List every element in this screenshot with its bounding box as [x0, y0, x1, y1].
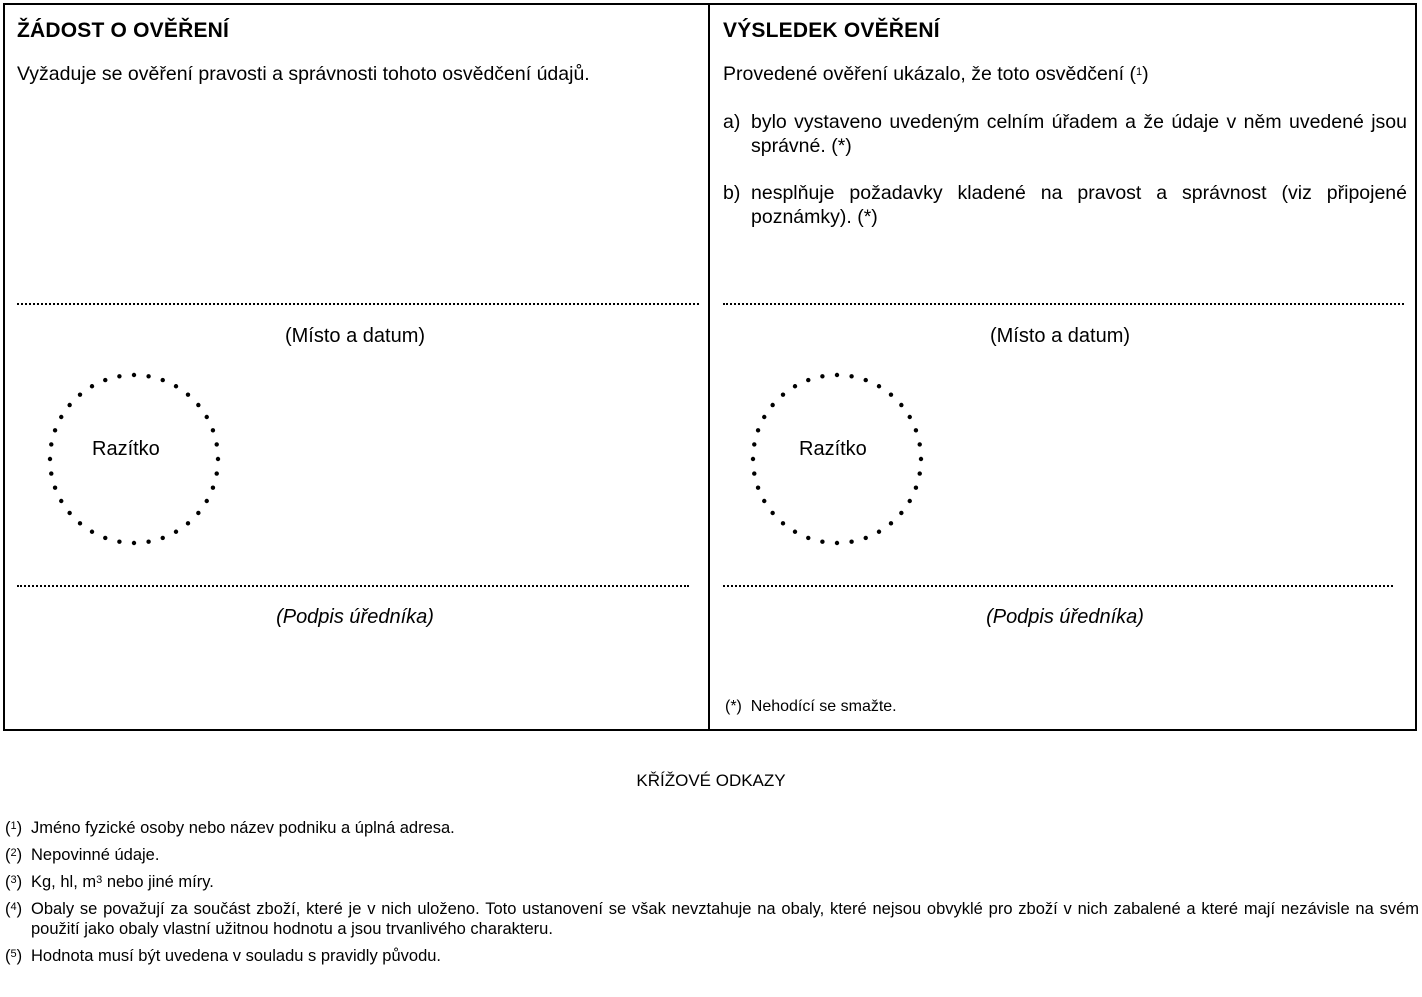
- stamp-dot: [908, 499, 912, 503]
- place-date-caption: (Místo a datum): [989, 325, 1131, 347]
- stamp-dot: [132, 373, 136, 377]
- stamp-dot: [90, 530, 94, 534]
- signature-line: [17, 585, 689, 587]
- stamp-dot: [835, 373, 839, 377]
- result-heading: VÝSLEDEK OVĚŘENÍ: [723, 19, 940, 42]
- stamp-dot: [899, 403, 903, 407]
- stamp-dot: [918, 471, 922, 475]
- stamp-dot: [752, 442, 756, 446]
- verification-request-section: [5, 3, 708, 731]
- stamp-dot: [899, 511, 903, 515]
- stamp-dot: [919, 457, 923, 461]
- stamp-dot: [174, 384, 178, 388]
- stamp-dot: [196, 511, 200, 515]
- request-text: Vyžaduje se ověření pravosti a správnosti tohoto osvědčení údajů.: [17, 63, 590, 85]
- stamp-dot: [215, 442, 219, 446]
- stamp-dot: [78, 521, 82, 525]
- signature-line: [723, 585, 1393, 587]
- item-text: bylo vystaveno uvedeným celním úřadem a že údaje v něm uvedené jsou správné. (*): [751, 111, 1407, 157]
- note-number: ($^5$): [5, 947, 23, 965]
- stamp-dot: [205, 499, 209, 503]
- stamp-dot: [793, 384, 797, 388]
- verification-result-section: [710, 3, 1416, 731]
- stamp-label: Razítko: [92, 438, 160, 460]
- stamp-dot: [146, 374, 150, 378]
- stamp-dot: [49, 442, 53, 446]
- result-intro-ref: 1: [1136, 66, 1143, 78]
- place-date-line: [723, 303, 1404, 305]
- request-heading: ŽÁDOST O OVĚŘENÍ: [17, 19, 230, 42]
- stamp-dot: [864, 378, 868, 382]
- stamp-dot: [806, 378, 810, 382]
- stamp-dot: [78, 392, 82, 396]
- note-number: ($^2$): [5, 846, 23, 864]
- stamp-dot: [90, 384, 94, 388]
- stamp-dot: [820, 540, 824, 544]
- stamp-dot: [914, 428, 918, 432]
- note-text: Obaly se považují za součást zboží, které je v nich uloženo. Toto ustanovení se však nevztahuje na obaly, které nejsou obvyklé pro zboží v nich zabalené a které mají nezávisle na svém použití jako obaly vlastní užitnou hodnotu a jsou trvanlivého charakteru.: [31, 900, 1419, 938]
- stamp-dot: [751, 457, 755, 461]
- stamp-dot: [53, 428, 57, 432]
- result-intro-text: Provedené ověření ukázalo, že toto osvědčení (: [723, 63, 1137, 85]
- item-marker: b): [723, 182, 741, 204]
- stamp-dot: [770, 511, 774, 515]
- stamp-dot: [117, 540, 121, 544]
- stamp-dot: [103, 378, 107, 382]
- stamp-dot: [889, 392, 893, 396]
- stamp-dot: [196, 403, 200, 407]
- stamp-dot: [820, 374, 824, 378]
- stamp-dot: [918, 442, 922, 446]
- place-date-caption: (Místo a datum): [284, 325, 426, 347]
- stamp-dot: [908, 415, 912, 419]
- note-text: Hodnota musí být uvedena v souladu s pravidly původu.: [31, 947, 442, 965]
- stamp-dot: [756, 428, 760, 432]
- footnote-marker: (*): [725, 698, 742, 715]
- stamp-dot: [762, 499, 766, 503]
- stamp-dot: [849, 540, 853, 544]
- stamp-circle-left: [44, 371, 224, 551]
- stamp-circle-right: [747, 371, 927, 551]
- note-number: ($^3$): [5, 873, 23, 891]
- signature-caption: (Podpis úředníka): [276, 606, 434, 628]
- place-date-line: [17, 303, 699, 305]
- stamp-dot: [215, 471, 219, 475]
- stamp-dot: [889, 521, 893, 525]
- item-text: nesplňuje požadavky kladené na pravost a správnost (viz připojené poznámky). (*): [751, 182, 1407, 228]
- signature-caption: (Podpis úředníka): [986, 606, 1144, 628]
- stamp-dot: [132, 541, 136, 545]
- stamp-dot: [211, 428, 215, 432]
- stamp-dot: [770, 403, 774, 407]
- stamp-dot: [914, 486, 918, 490]
- note-text: Jméno fyzické osoby nebo název podniku a úplná adresa.: [31, 819, 455, 837]
- note-number: ($^4$): [5, 900, 23, 918]
- stamp-dot: [877, 530, 881, 534]
- stamp-dot: [752, 471, 756, 475]
- note-text: Nepovinné údaje.: [31, 846, 160, 864]
- stamp-dot: [59, 415, 63, 419]
- stamp-dot: [146, 540, 150, 544]
- stamp-dot: [186, 521, 190, 525]
- stamp-dot: [806, 536, 810, 540]
- stamp-dot: [864, 536, 868, 540]
- stamp-dot: [49, 471, 53, 475]
- note-number: ($^1$): [5, 819, 23, 837]
- stamp-dot: [161, 378, 165, 382]
- note-text: Kg, hl, $m^3$ nebo jiné míry.: [31, 873, 214, 891]
- stamp-dot: [186, 392, 190, 396]
- stamp-dot: [762, 415, 766, 419]
- item-marker: a): [723, 111, 741, 133]
- delete-footnote: [725, 698, 897, 716]
- stamp-dot: [756, 486, 760, 490]
- stamp-dot: [877, 384, 881, 388]
- stamp-dot: [793, 530, 797, 534]
- stamp-dot: [205, 415, 209, 419]
- stamp-dot: [835, 541, 839, 545]
- result-intro-end: ): [1142, 63, 1149, 85]
- stamp-dot: [59, 499, 63, 503]
- stamp-dot: [211, 486, 215, 490]
- stamp-dot: [174, 530, 178, 534]
- stamp-dot: [781, 392, 785, 396]
- stamp-dot: [67, 403, 71, 407]
- footnote-text: Nehodící se smažte.: [750, 698, 897, 715]
- stamp-dot: [161, 536, 165, 540]
- stamp-dot: [53, 486, 57, 490]
- stamp-dot: [849, 374, 853, 378]
- stamp-dot: [216, 457, 220, 461]
- stamp-dot: [48, 457, 52, 461]
- stamp-label: Razítko: [799, 438, 867, 460]
- stamp-dot: [103, 536, 107, 540]
- cross-references-title: KŘÍŽOVÉ ODKAZY: [636, 771, 786, 790]
- stamp-dot: [781, 521, 785, 525]
- stamp-dot: [67, 511, 71, 515]
- result-intro: [723, 62, 1149, 86]
- stamp-dot: [117, 374, 121, 378]
